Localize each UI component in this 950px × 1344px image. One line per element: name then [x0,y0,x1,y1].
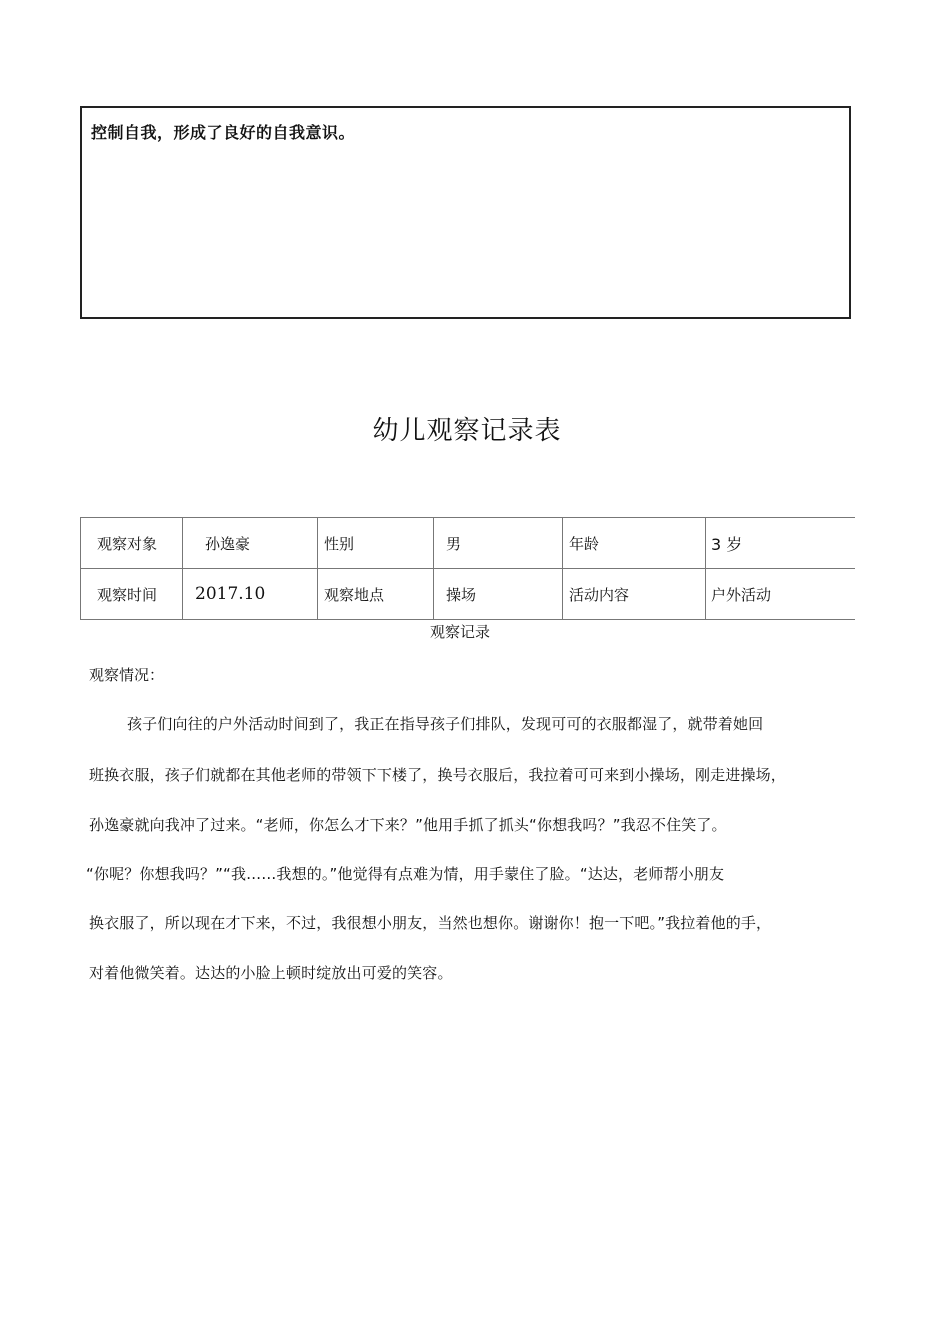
time-value: 2017.10 [183,569,318,620]
record-caption: 观察记录 [429,623,490,641]
activity-label: 活动内容 [563,569,706,620]
record-line: 孩子们向往的户外活动时间到了，我正在指导孩子们排队，发现可可的衣服都湿了，就带着她回 [127,715,764,733]
subject-label: 观察对象 [81,518,183,569]
age-value: 3 岁 [706,518,855,569]
gender-value: 男 [434,518,563,569]
subject-value: 孙逸豪 [183,518,318,569]
age-label: 年龄 [563,518,706,569]
record-line: 班换衣服，孩子们就都在其他老师的带领下下楼了，换号衣服后，我拉着可可来到小操场，刚走进操场， [89,766,786,784]
table-row [81,569,855,620]
previous-section-box [80,106,851,319]
place-label: 观察地点 [318,569,434,620]
record-line: 换衣服了，所以现在才下来，不过，我很想小朋友，当然也想你。谢谢你！抱一下吧。”我拉着他的手， [89,914,772,932]
document-title: 幼儿观察记录表 [372,416,562,446]
record-line: 对着他微笑着。达达的小脸上顿时绽放出可爱的笑容。 [89,964,453,982]
record-line: “你呢？你想我吗？”“我……我想的。”他觉得有点难为情，用手蒙住了脸。“达达，老师帮小朋友 [86,865,725,883]
situation-label: 观察情况： [89,666,165,684]
previous-section-text: 控制自我，形成了良好的自我意识。 [91,123,356,142]
record-line: 孙逸豪就向我冲了过来。“老师，你怎么才下来？”他用手抓了抓头“你想我吗？”我忍不住笑了。 [89,816,727,834]
activity-value: 户外活动 [706,569,855,620]
gender-label: 性别 [318,518,434,569]
place-value: 操场 [434,569,563,620]
table-row [81,518,855,569]
observation-info-table [80,517,855,620]
time-label: 观察时间 [81,569,183,620]
